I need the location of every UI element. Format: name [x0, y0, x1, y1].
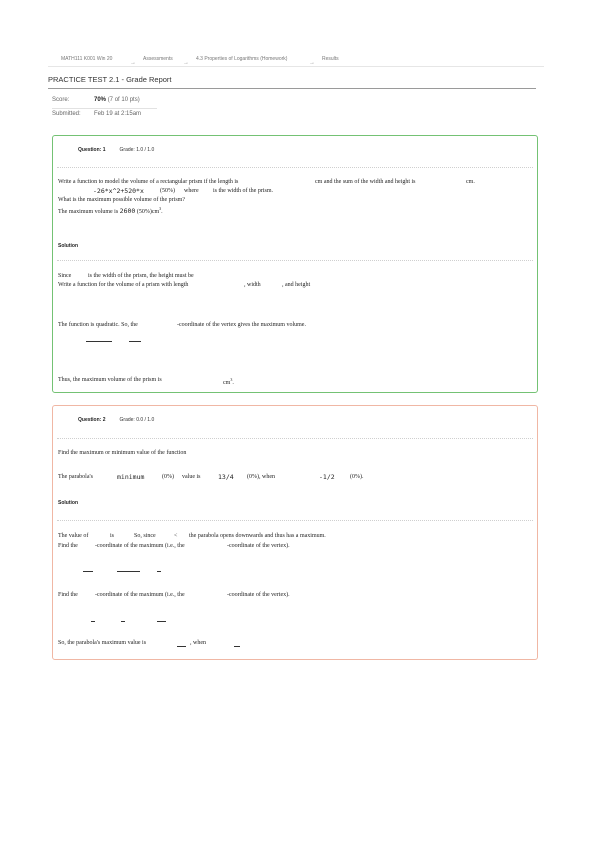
breadcrumb-arrow-icon: → [130, 60, 136, 66]
answer-blank [234, 646, 240, 647]
submitted-row [52, 111, 141, 117]
fraction-bar [157, 621, 166, 622]
fraction-bar [157, 571, 161, 572]
answer-field-max-volume[interactable]: 2600 [119, 207, 136, 215]
fraction-bar [129, 341, 141, 342]
question-prompt-end: cm. [466, 179, 475, 185]
solution-text: -coordinate of the vertex gives the maximum volume. [177, 322, 306, 328]
dotted-divider [57, 438, 533, 439]
prompt-text: where [184, 188, 199, 194]
breadcrumb [48, 54, 544, 67]
answer-score: (0%) [162, 474, 174, 480]
answer-score: (50%) [160, 188, 175, 194]
score-label: Score: [52, 97, 70, 103]
question-number: Question: 1 [78, 147, 106, 153]
dotted-divider [57, 260, 533, 261]
answer-score: (0%). [350, 474, 364, 480]
solution-text: is the width of the prism, the height must be [88, 273, 194, 279]
answer-field-extremum-value[interactable]: 13/4 [218, 473, 234, 481]
solution-text: Thus, the maximum volume of the prism is [58, 377, 162, 383]
fraction-bar [86, 341, 112, 342]
solution-text: , and height [282, 282, 311, 288]
question-grade: Grade: 1.0 / 1.0 [119, 147, 155, 153]
answer-field-x-value[interactable]: -1/2 [319, 473, 335, 481]
summary-divider [52, 108, 157, 109]
breadcrumb-arrow-icon: → [183, 60, 189, 66]
prompt-text: value is [182, 474, 201, 480]
submitted-value: Feb 19 at 2:15am [94, 111, 142, 117]
unit-label: cm [151, 209, 160, 215]
fraction-bar [91, 621, 95, 622]
solution-text: < [174, 533, 178, 539]
solution-text: is [110, 533, 115, 539]
fraction-bar [83, 571, 93, 572]
fraction-bar [117, 571, 140, 572]
score-value: 70% [94, 97, 107, 103]
question-header [78, 417, 154, 423]
answer-blank [177, 646, 186, 647]
dotted-divider [57, 167, 533, 168]
answer-score: (50%) [136, 209, 152, 215]
unit-label: $cm^3$. [223, 377, 234, 386]
solution-text: the parabola opens downwards and thus has a maximum. [189, 533, 326, 539]
prompt-text: is the width of the prism. [213, 188, 273, 194]
question-card-2 [52, 405, 538, 660]
question-grade: Grade: 0.0 / 1.0 [119, 417, 155, 423]
answer-line: The maximum volume is 2600 $(50\%)cm^3$. [58, 206, 163, 215]
page-title: PRACTICE TEST 2.1 - Grade Report [48, 75, 172, 84]
question-prompt-cont: cm and the sum of the width and height is [315, 179, 416, 185]
breadcrumb-link-assessments[interactable]: Assessments [143, 56, 173, 62]
question-prompt: Write a function to model the volume of a rectangular prism if the length is [58, 179, 239, 185]
score-row [52, 97, 140, 103]
question-prompt-2: What is the maximum possible volume of the prism? [58, 197, 185, 203]
answer-score: (0%), when [247, 474, 275, 480]
solution-text: , width [244, 282, 261, 288]
breadcrumb-link-course[interactable]: MATH111 K001 Win 20 [61, 56, 113, 62]
solution-text: -coordinate of the vertex). [227, 543, 290, 549]
solution-text: So, the parabola's maximum value is [58, 640, 147, 646]
solution-text: The value of [58, 533, 89, 539]
question-card-1 [52, 135, 538, 393]
prompt-text: The maximum volume is [58, 209, 119, 215]
question-number: Question: 2 [78, 417, 106, 423]
breadcrumb-arrow-icon: → [309, 60, 315, 66]
solution-text: Write a function for the volume of a prism with length [58, 282, 189, 288]
solution-text: -coordinate of the maximum (i.e., the [95, 592, 185, 598]
answer-field-extremum-type[interactable]: minimum [117, 473, 145, 481]
title-divider [48, 88, 536, 89]
question-header [78, 147, 154, 153]
solution-text: So, since [134, 533, 156, 539]
submitted-label: Submitted: [52, 111, 81, 117]
solution-text: -coordinate of the maximum (i.e., the [95, 543, 185, 549]
solution-text: -coordinate of the vertex). [227, 592, 290, 598]
solution-text: Since [58, 273, 72, 279]
question-prompt: Find the maximum or minimum value of the function [58, 450, 187, 456]
solution-text: The function is quadratic. So, the [58, 322, 138, 328]
solution-text: Find the [58, 543, 78, 549]
score-detail: (7 of 10 pts) [107, 97, 140, 103]
solution-heading: Solution [58, 243, 78, 249]
solution-text: Find the [58, 592, 78, 598]
answer-field-function[interactable]: -26*x^2+520*x [93, 187, 144, 195]
solution-heading: Solution [58, 500, 78, 506]
prompt-text: The parabola's [58, 474, 93, 480]
solution-text: , when [190, 640, 206, 646]
dotted-divider [57, 520, 533, 521]
breadcrumb-current-results: Results [322, 56, 339, 62]
fraction-bar [121, 621, 125, 622]
breadcrumb-link-homework[interactable]: 4.3 Properties of Logarithms (Homework) [196, 56, 288, 62]
